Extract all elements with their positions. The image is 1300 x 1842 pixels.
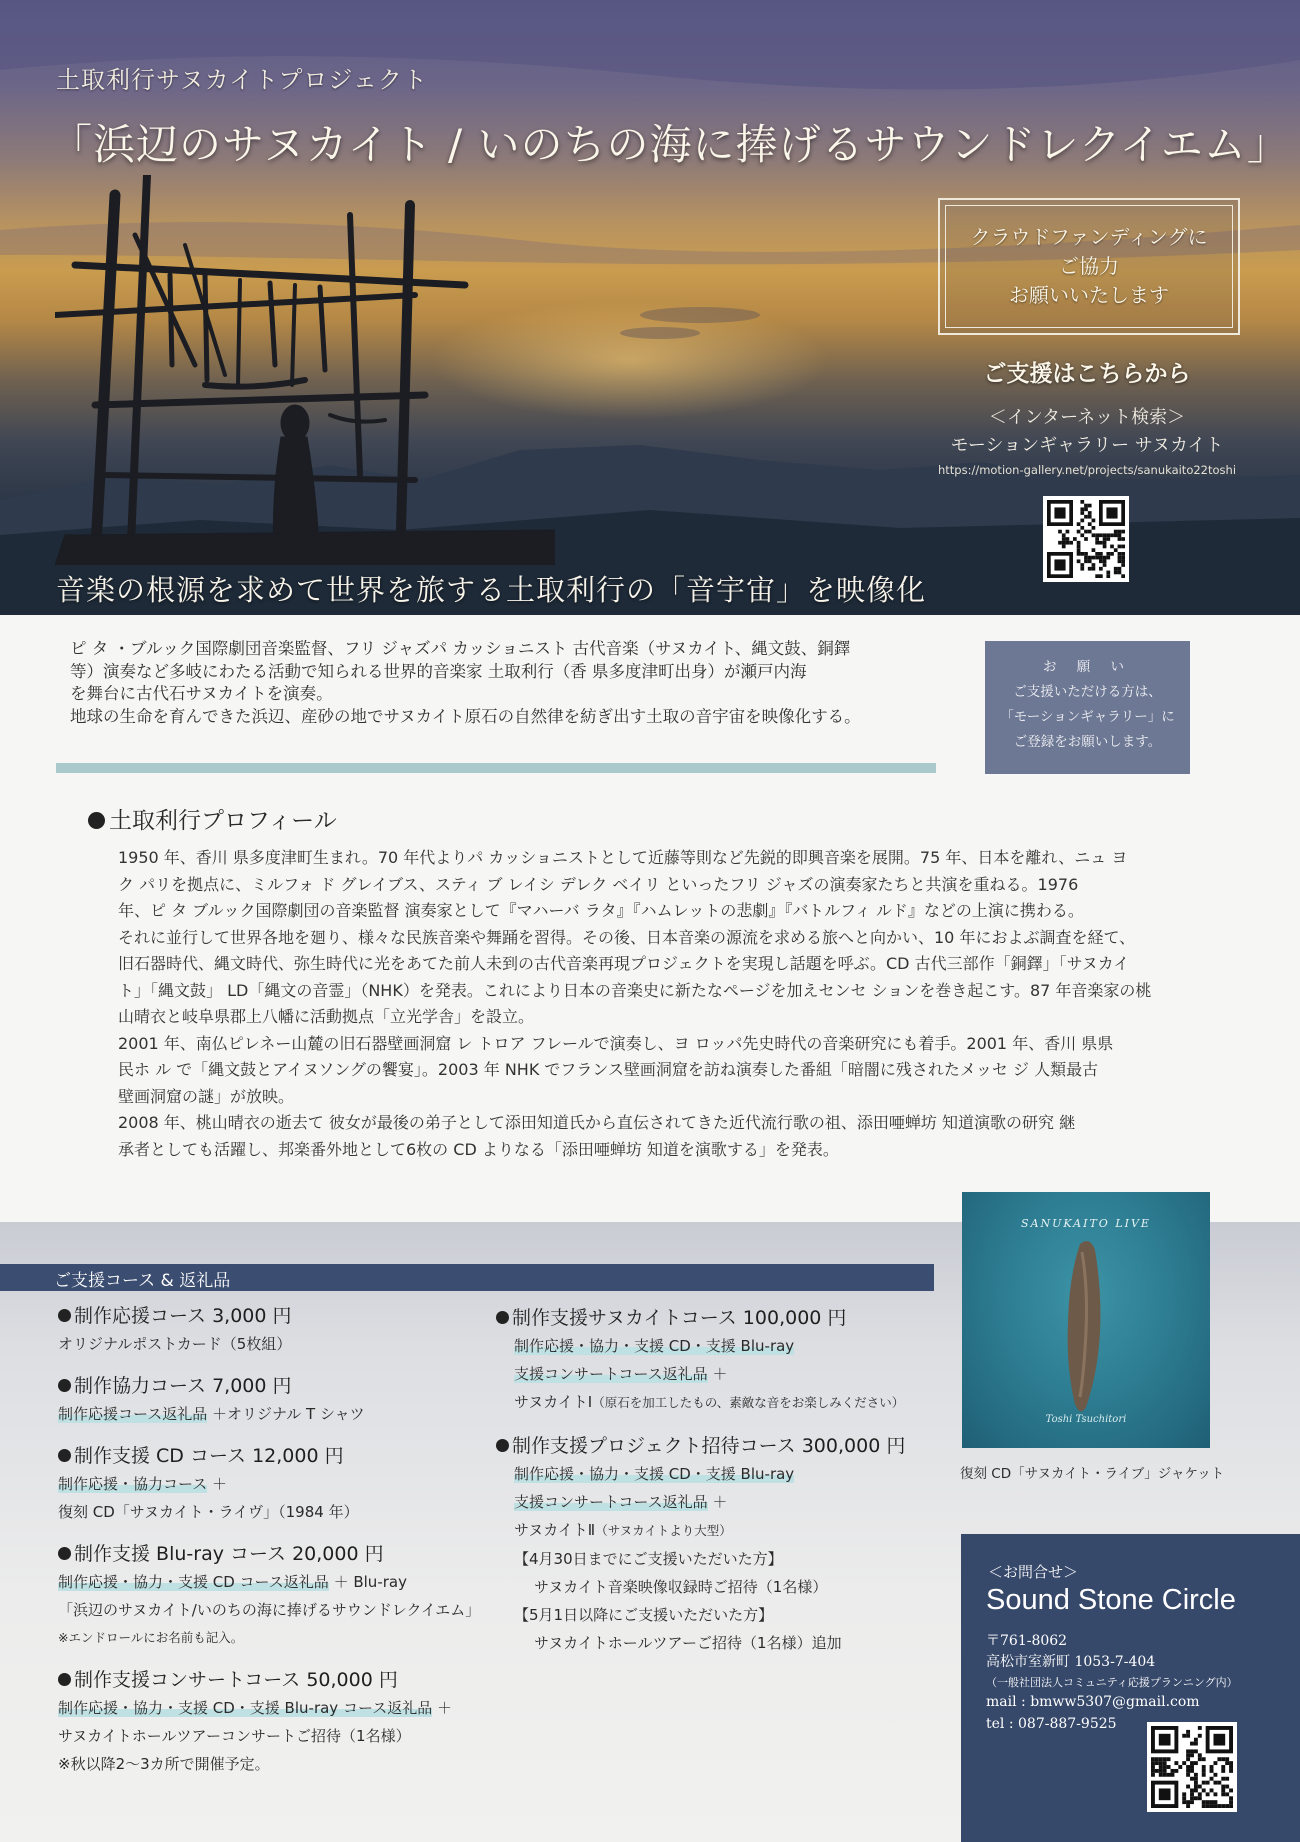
course-reward: ＋オリジナル T シャツ [207, 1405, 365, 1423]
cd-title: SANUKAITO LIVE [1021, 1217, 1151, 1230]
course-reward: サヌカイトⅡ [514, 1521, 596, 1539]
contact-phone: tel : 087-887-9525 [986, 1716, 1117, 1732]
qr-code-icon[interactable] [1147, 1722, 1237, 1812]
course-reward-highlight: 支援コンサートコース返礼品 [514, 1493, 708, 1511]
request-line: ご登録をお願いします。 [1013, 734, 1162, 750]
contact-zip: 〒761-8062 [986, 1633, 1068, 1649]
crowdfunding-line: お願いいたします [1009, 283, 1169, 307]
crowdfunding-line: クラウドファンディングに [970, 225, 1208, 249]
contact-name: Sound Stone Circle [986, 1584, 1236, 1616]
course-title: 制作支援 Blu-ray コース 20,000 円 [74, 1543, 384, 1565]
divider-bar [56, 763, 936, 773]
course-title: 制作支援 CD コース 12,000 円 [74, 1445, 344, 1467]
course-reward-highlight: 制作応援・協力・支援 CD・支援 Blu-ray [514, 1465, 795, 1483]
course-reward-highlight: 制作応援・協力・支援 CD コース返礼品 [58, 1573, 329, 1591]
contact-label: ＜お問合せ＞ [988, 1563, 1079, 1581]
course-reward: 「浜辺のサヌカイト/いのちの海に捧げるサウンドレクイエム」 [58, 1601, 481, 1619]
profile-heading [88, 802, 337, 835]
course-note: 【4月30日までにご支援いただいた方】 [514, 1550, 783, 1568]
qr-code-pattern [1151, 1726, 1233, 1808]
search-term: モーションギャラリー サヌカイト [950, 435, 1224, 456]
course-50000 [58, 1666, 452, 1778]
profile-line: 2001 年、南仏ピレネー山麓の旧石器壁画洞窟 レ トロア フレールで演奏し、ヨ ロッパ先史時代の音楽研究にも着手。2001 年、香川 県県 [118, 1033, 1114, 1053]
qr-code-pattern [1047, 500, 1125, 578]
course-title: 制作支援プロジェクト招待コース 300,000 円 [512, 1435, 906, 1457]
bullet-icon [58, 1547, 71, 1560]
profile-line: 山晴衣と岐阜県郡上八幡に活動拠点「立光学舎」を設立。 [118, 1007, 535, 1026]
course-reward: サヌカイトホールツアーご招待（1名様）追加 [534, 1634, 842, 1652]
profile-line: 壁画洞窟の謎」が放映。 [118, 1086, 295, 1106]
crowdfunding-line: ご協力 [1059, 254, 1119, 278]
course-reward: サヌカイトホールツアーコンサートご招待（1名様） [58, 1727, 411, 1745]
intro-line: 地球の生命を育んできた浜辺、産砂の地でサヌカイト原石の自然律を紡ぎ出す土取の音宇宙を映像化する。 [70, 706, 861, 726]
course-300000 [496, 1432, 905, 1657]
intro-line: ピ タ ・ブルック国際劇団音楽監督、フリ ジャズパ カッショニスト 古代音楽（サヌカイト、縄文鼓、銅鐸 [70, 639, 851, 658]
course-note: ※秋以降2～3カ所で開催予定。 [58, 1755, 270, 1773]
course-12000 [58, 1442, 359, 1526]
course-reward: ＋ Blu-ray [328, 1573, 407, 1591]
request-line: ご支援いただける方は、 [1013, 684, 1162, 700]
profile-line: 年、ピ タ ブルック国際劇団の音楽監督 演奏家として『マハーバ ラタ』『ハムレットの悲劇』『バトルフィ ルド』などの上演に携わる。 [118, 901, 1084, 920]
course-reward: ＋ [432, 1699, 452, 1717]
course-7000 [58, 1372, 365, 1428]
course-100000 [496, 1304, 904, 1417]
cd-jacket-image [962, 1192, 1210, 1448]
bullet-icon [58, 1379, 71, 1392]
course-note: 【5月1日以降にご支援いただいた方】 [514, 1606, 774, 1624]
bullet-icon [496, 1311, 509, 1324]
course-note: ※エンドロールにお名前も記入。 [58, 1630, 244, 1645]
hero-photo [0, 0, 1300, 615]
profile-heading-text: 土取利行プロフィール [109, 808, 337, 834]
profile-line: 承者としても活躍し、邦楽番外地として6枚の CD よりなる「添田唖蝉坊 知道を演歌する」を発表。 [118, 1139, 839, 1159]
contact-box [961, 1534, 1300, 1842]
course-reward: オリジナルポストカード（5枚組） [58, 1335, 292, 1353]
course-reward-highlight: 制作応援・協力・支援 CD・支援 Blu-ray [514, 1337, 795, 1355]
course-title: 制作支援サヌカイトコース 100,000 円 [512, 1307, 847, 1329]
course-reward: サヌカイト音楽映像収録時ご招待（1名様） [534, 1578, 828, 1596]
request-box [985, 641, 1190, 774]
support-here-heading: ご支援はこちらから [983, 361, 1191, 387]
contact-org: （一般社団法人コミュニティ応援プランニング内） [986, 1676, 1238, 1689]
course-reward-highlight: 制作応援コース返礼品 [58, 1405, 208, 1423]
request-title: お 願 い [1042, 659, 1133, 675]
project-url-link[interactable]: https://motion-gallery.net/projects/sanukaito22toshi [937, 463, 1237, 477]
wooden-frame-silhouette [55, 175, 555, 565]
stone-icon [962, 1192, 1210, 1448]
course-reward-highlight: 支援コンサートコース返礼品 [514, 1365, 708, 1383]
request-line: 「モーションギャラリー」に [1000, 709, 1175, 725]
bullet-icon [88, 812, 105, 829]
course-note: （サヌカイトより大型） [595, 1523, 732, 1538]
profile-line: 2008 年、桃山晴衣の逝去て 彼女が最後の弟子として添田知道氏から直伝されてきた近代流行歌の祖、添田唖蝉坊 知道演歌の研究 継 [118, 1113, 1076, 1132]
course-reward: ＋ [207, 1475, 228, 1493]
project-name: 土取利行サヌカイトプロジェクト [56, 66, 428, 94]
profile-line: 旧石器時代、縄文時代、弥生時代に光をあてた前人未到の古代音楽再現プロジェクトを実現し話題を呼ぶ。CD 古代三部作「銅鐸」「サヌカイ [118, 954, 1130, 973]
profile-line: ク パリを拠点に、ミルフォ ド グレイブス、スティ ブ レイシ デレク ベイリ といったフリ ジャズの演奏家たちと共演を重ねる。1976 [118, 874, 1079, 894]
contact-email-link[interactable]: mail : bmww5307@gmail.com [986, 1694, 1200, 1710]
contact-address: 高松市室新町 1053-7-404 [986, 1654, 1156, 1670]
profile-line: それに並行して世界各地を廻り、様々な民族音楽や舞踊を習得。その後、日本音楽の源流を求める旅へと向かい、10 年におよぶ調査を経て、 [118, 927, 1136, 947]
qr-code-icon[interactable] [1043, 496, 1129, 582]
course-reward: サヌカイトⅠ [514, 1393, 593, 1411]
course-reward-highlight: 制作応援・協力・支援 CD・支援 Blu-ray コース返礼品 [58, 1699, 433, 1717]
bullet-icon [58, 1673, 71, 1686]
course-3000 [58, 1302, 292, 1358]
profile-body [118, 845, 1180, 1163]
search-label: ＜インターネット検索＞ [988, 407, 1186, 428]
course-reward: ＋ [707, 1493, 728, 1511]
bullet-icon [496, 1439, 509, 1452]
course-title: 制作応援コース 3,000 円 [74, 1305, 292, 1327]
bullet-icon [58, 1309, 71, 1322]
course-reward-highlight: 制作応援・協力コース [58, 1475, 208, 1493]
course-title: 制作協力コース 7,000 円 [74, 1375, 292, 1397]
hero-tagline: 音楽の根源を求めて世界を旅する土取利行の「音宇宙」を映像化 [56, 573, 927, 607]
cd-artist: Toshi Tsuchitori [1045, 1414, 1127, 1425]
intro-text [70, 638, 920, 728]
cd-caption: 復刻 CD「サヌカイト・ライブ」ジャケット [960, 1466, 1225, 1482]
profile-line: 1950 年、香川 県多度津町生まれ。70 年代よりパ カッショニストとして近藤等則など先鋭的即興音楽を展開。75 年、日本を離れ、ニュ ヨ [118, 848, 1128, 867]
page-title: 「浜辺のサヌカイト / いのちの海に捧げるサウンドレクイエム」 [50, 120, 1290, 169]
crowdfunding-box [938, 198, 1240, 335]
course-reward: ＋ [707, 1365, 728, 1383]
course-reward: 復刻 CD「サヌカイト・ライヴ」（1984 年） [58, 1503, 359, 1521]
bullet-icon [58, 1449, 71, 1462]
course-note: （原石を加工したもの、素敵な音をお楽しみください） [592, 1395, 905, 1410]
course-20000 [58, 1540, 480, 1652]
course-heading: ご支援コース & 返礼品 [54, 1271, 231, 1291]
course-title: 制作支援コンサートコース 50,000 円 [74, 1669, 398, 1691]
intro-line: 等）演奏など多岐にわたる活動で知られる世界的音楽家 土取利行（香 県多度津町出身）が瀬戸内海 [70, 661, 807, 681]
course-heading-bar [0, 1264, 934, 1291]
profile-line: 民ホ ル で「縄文鼓とアイヌソングの饗宴」。2003 年 NHK でフランス壁画洞窟を訪ね演奏した番組「暗闇に残されたメッセ ジ 人類最古 [118, 1060, 1099, 1079]
profile-line: ト」「縄文鼓」 LD「縄文の音霊」（NHK）を発表。これにより日本の音楽史に新たなページを加えセンセ ションを巻き起こす。87 年音楽家の桃 [118, 980, 1152, 1000]
intro-line: を舞台に古代石サヌカイトを演奏。 [70, 684, 333, 703]
